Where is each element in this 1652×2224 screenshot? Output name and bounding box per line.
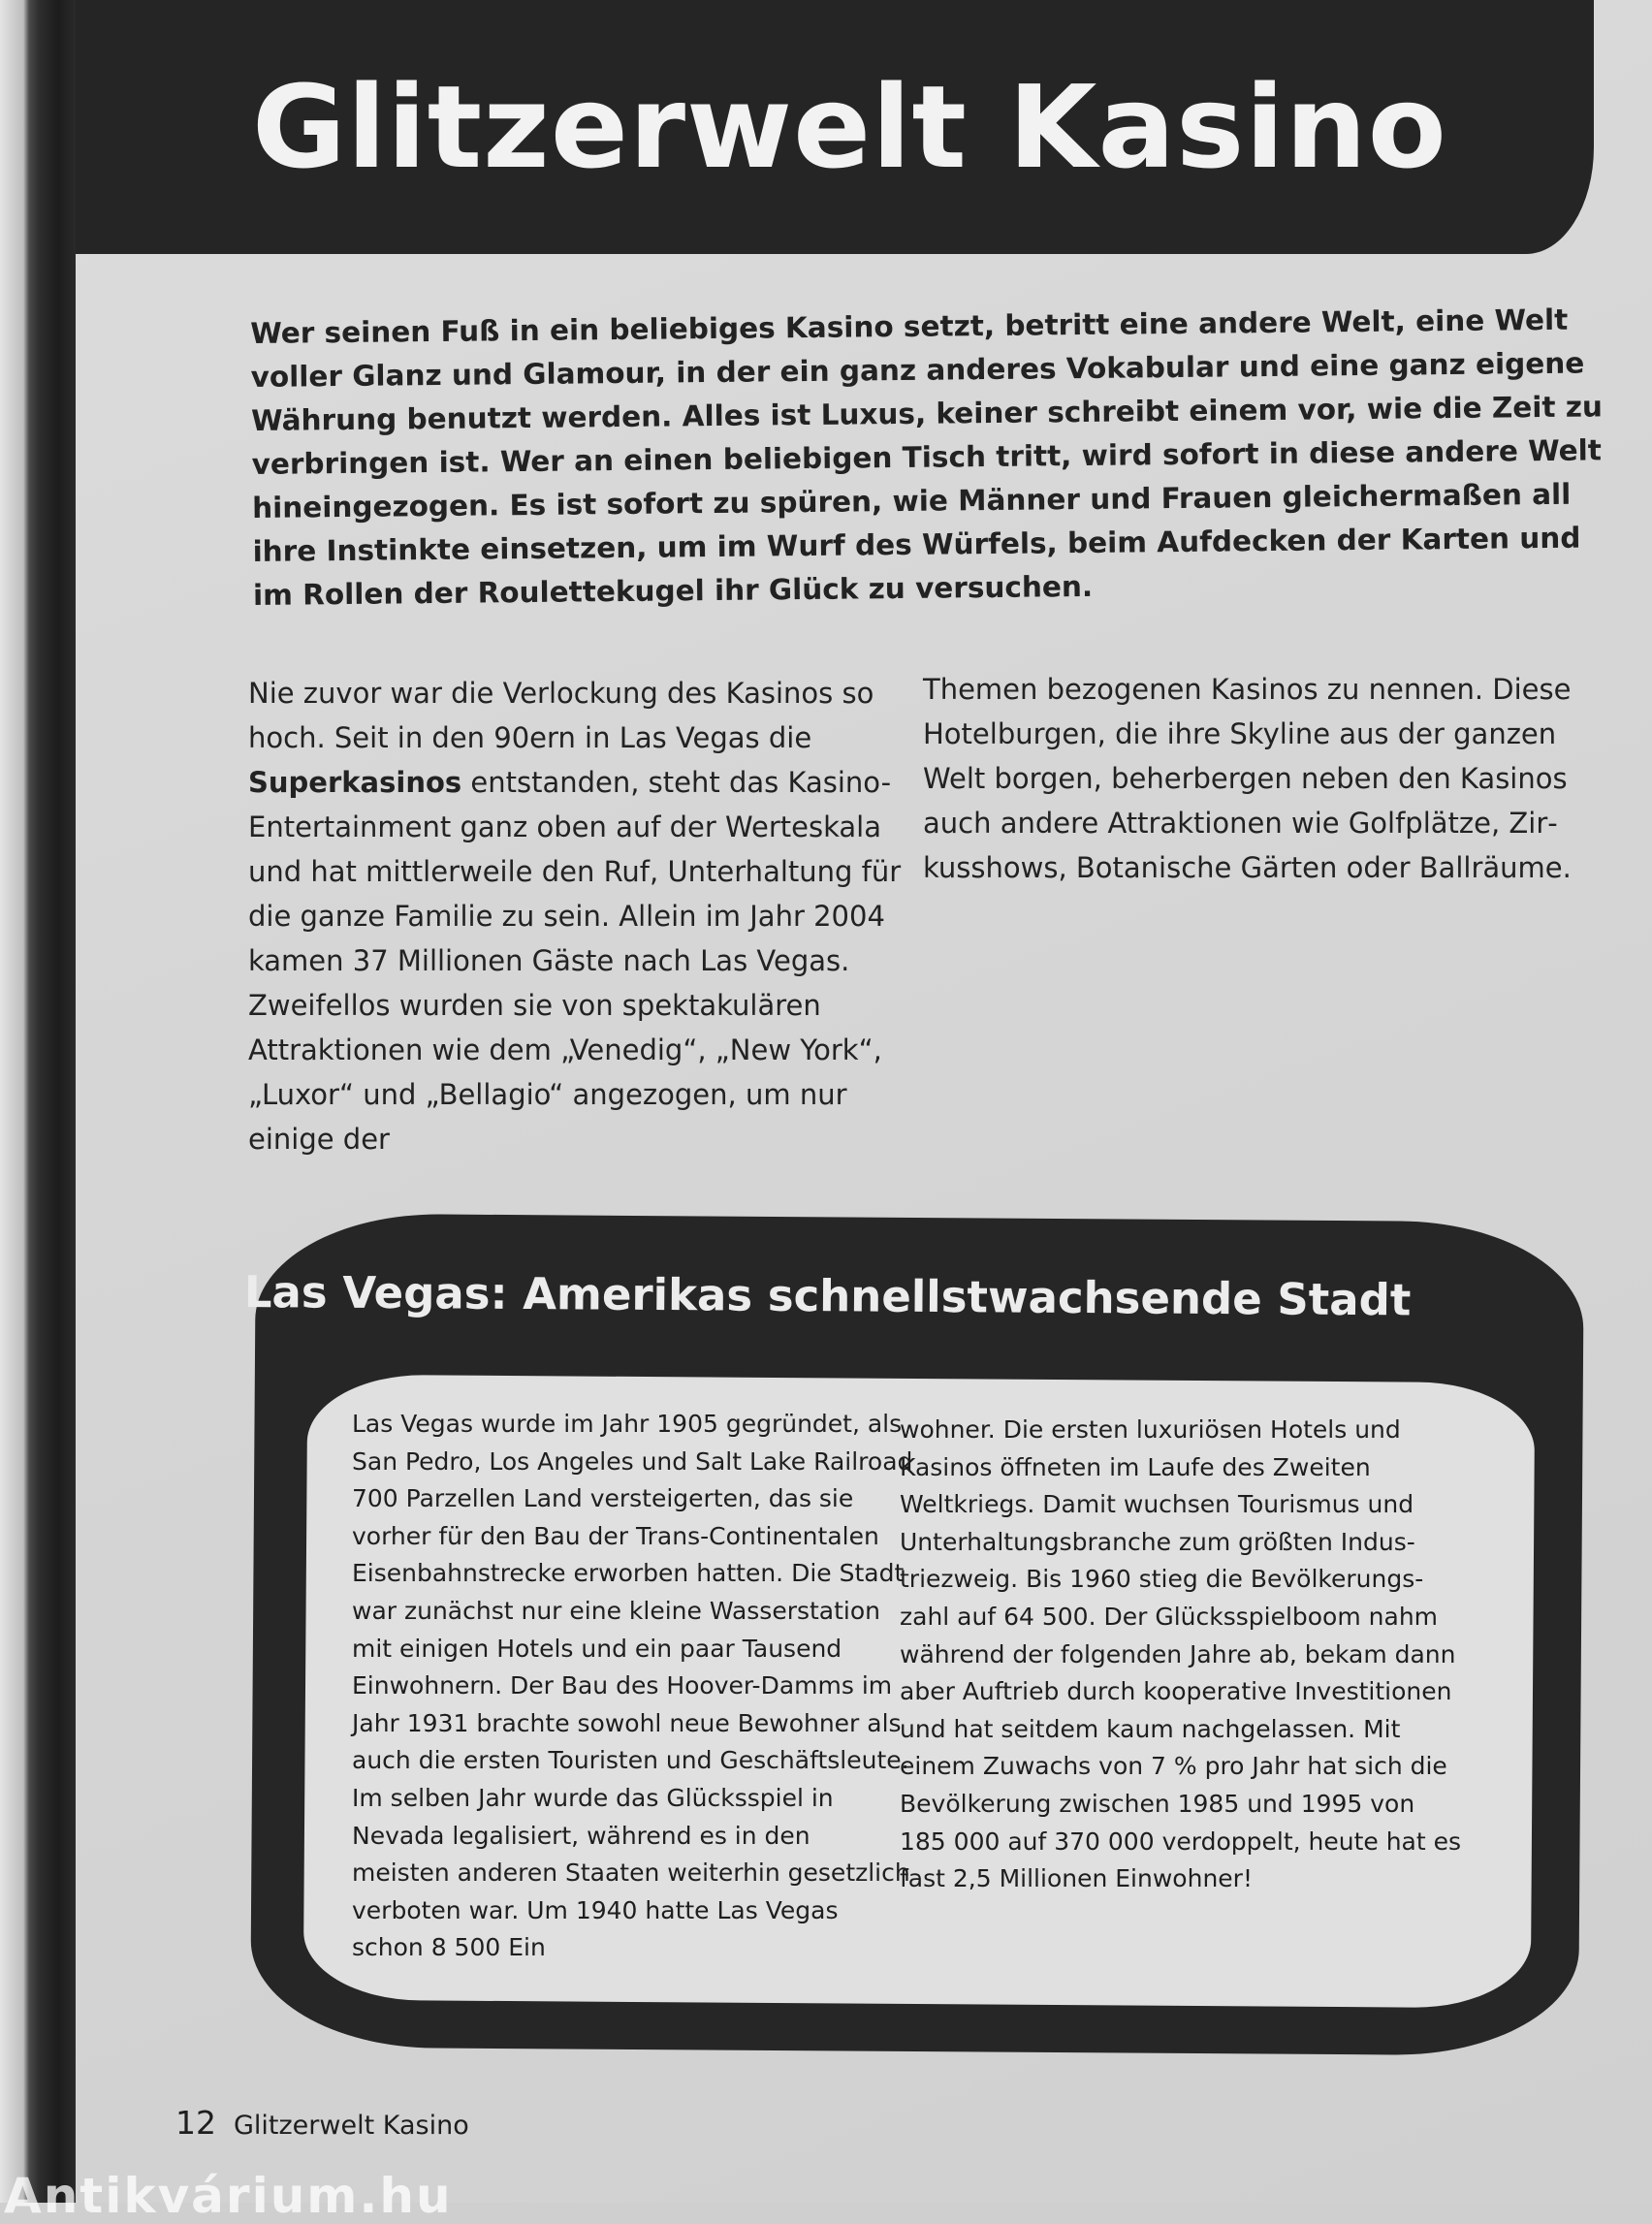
article-column-left (248, 671, 917, 1161)
info-box-column-left: Las Vegas wurde im Jahr 1905 gegründet, als San Pedro, Los Angeles und Salt Lake Railroad 700 Parzellen Land versteigerten, das sie vorher für den Bau der Trans-Continentalen Eisenbahnstrecke erworben hatten. Die Stadt war zunächst nur eine kleine Wasserstation mit einigen Hotels und ein paar Tausend Einwohnern. Der Bau des Hoover-Damms im Jahr 1931 brachte sowohl neue Bewohner als auch die ersten Touristen und Geschäftsleute. Im selben Jahr wurde das Glücksspiel in Nevada legalisiert, während es in den meisten anderen Staaten weiterhin gesetzlich verboten war. Um 1940 hatte Las Vegas schon 8 500 Ein (352, 1410, 913, 1962)
page-footer (175, 2104, 469, 2142)
title-banner (76, 0, 1594, 254)
article-column-right: Themen bezogenen Kasinos zu nennen. Diese Hotelburgen, die ihre Skyline aus der ganzen Welt borgen, beherbergen neben den Kasinos auch andere Attraktionen wie Golfplätze, Zirkusshows, Botanische Gärten oder Ballräume. (923, 673, 1572, 884)
running-title: Glitzerwelt Kasino (234, 2111, 469, 2141)
article-left-text-2: entstanden, steht das Kasino-Entertainment ganz oben auf der Werteskala und hat mittlerweile den Ruf, Unterhaltung für die ganze Familie zu sein. Allein im Jahr 2004 kamen 37 Millionen Gäste nach Las Vegas. Zweifellos wurden sie von spektakulären Attraktionen wie dem „Venedig“, „New York“, „Luxor“ und „Bellagio“ angezogen, um nur einige der (248, 766, 902, 1156)
intro-paragraph: Wer seinen Fuß in ein beliebiges Kasino setzt, betritt eine andere Welt, eine Welt voller Glanz und Glamour, in der ein ganz anderes Vokabular und eine ganz eigene Währung benutzt werden. Alles ist Luxus, keiner schreibt einem vor, wie die Zeit zu verbringen ist. Wer an einen beliebigen Tisch tritt, wird sofort in diese andere Welt hineingezogen. Es ist sofort zu spüren, wie Männer und Frauen gleichermaßen all ihre Instinkte einsetzen, um im Wurf des Würfels, beim Aufdecken der Karten und im Rollen der Roulettekugel ihr Glück zu versuchen. (250, 302, 1604, 612)
page-title: Glitzerwelt Kasino (252, 60, 1447, 194)
info-box-title: Las Vegas: Amerikas schnellstwachsende Stadt (243, 1266, 1412, 1326)
article-left-text-1: Nie zuvor war die Verlockung des Kasinos so hoch. Seit in den 90ern in Las Vegas die (248, 677, 874, 754)
watermark: Antikvárium.hu (4, 2168, 453, 2224)
info-box-column-right: wohner. Die ersten luxuriösen Hotels und Kasinos öffneten im Laufe des Zweiten Weltkriegs. Damit wuchsen Tourismus und Unterhaltungsbranche zum größten Industriezweig. Bis 1960 stieg die Bevölkerungszahl auf 64 500. Der Glücksspielboom nahm während der folgenden Jahre ab, bekam dann aber Auftrieb durch kooperative Investitionen und hat seitdem kaum nachgelassen. Mit einem Zuwachs von 7 % pro Jahr hat sich die Bevölkerung zwischen 1985 und 1995 von 185 000 auf 370 000 verdoppelt, heute hat es fast 2,5 Millionen Einwohner! (900, 1415, 1462, 1893)
page-number: 12 (175, 2104, 216, 2142)
book-page (76, 0, 1652, 2203)
article-left-bold: Superkasinos (248, 766, 462, 799)
book-spine (0, 0, 76, 2203)
